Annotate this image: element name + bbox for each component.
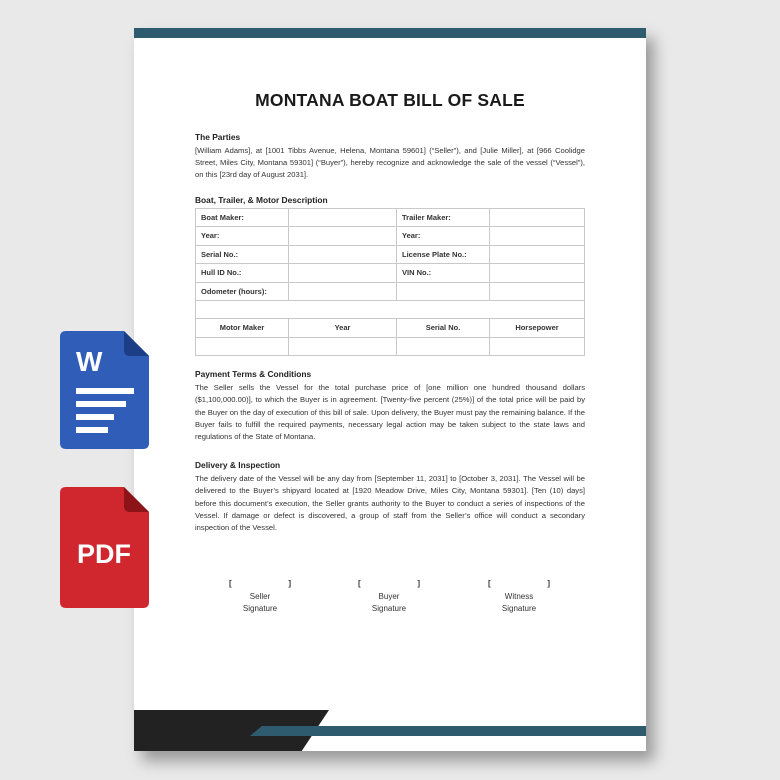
delivery-heading: Delivery & Inspection — [195, 460, 281, 471]
cell-label: Trailer Maker: — [397, 208, 490, 227]
payment-text: The Seller sells the Vessel for the total purchase price of [one million one hundred thousand dollars ($1,100,000.00)], to which the Buyer is in agreement. [Twenty-five percent (25%)] of the total price will be paid by the Buyer on the day of execution of this bill of sale. Upon delivery, the Buyer must pay the remaining balance. If the Buyer fails to fulfill the required payments, necessary legal action may be taken subject to the state laws and regulations of the State of Montana. — [195, 383, 585, 441]
signature-role: Witness — [504, 592, 534, 601]
cell-label: Hull ID No.: — [196, 264, 289, 283]
signature-label: Signature — [501, 604, 537, 613]
cell-value[interactable] — [289, 208, 397, 227]
top-accent-bar — [134, 28, 646, 38]
pdf-file-icon[interactable] — [60, 487, 149, 608]
buyer-signature — [344, 579, 434, 615]
cell-label — [397, 282, 490, 301]
cell-value[interactable] — [289, 282, 397, 301]
motor-header: Serial No. — [397, 319, 490, 338]
table-row — [196, 264, 585, 283]
parties-heading: The Parties — [195, 132, 241, 142]
bottom-accent-bar — [250, 726, 646, 736]
cell-label: License Plate No.: — [397, 245, 490, 264]
cell-label: Serial No.: — [196, 245, 289, 264]
document-page — [134, 28, 646, 751]
bracket-open: [ — [358, 579, 361, 588]
table-row — [196, 208, 585, 227]
signature-label: Signature — [371, 604, 407, 613]
signature-role: Seller — [249, 592, 271, 601]
payment-heading: Payment Terms & Conditions — [195, 369, 312, 380]
word-letter: W — [76, 346, 103, 377]
cell-value[interactable] — [490, 337, 585, 356]
delivery-text: The delivery date of the Vessel will be any day from [September 11, 2031] to [October 3, 2031]. The Vessel will be delivered to the Buyer’s shipyard located at [1920 Meadow Drive, Miles City, Montana 59301]. [Ten (10) days] before this document’s execution, the Seller grants authority to the Buyer to conduct a series of inspections of the Vessel. If damage or defect is discovered, a group of staff from the Seller’s office will conduct a secondary inspection of the Vessel. — [195, 474, 585, 532]
cell-blank — [196, 301, 585, 319]
parties-text: [William Adams], at [1001 Tibbs Avenue, Helena, Montana 59601] (“Seller”), and [Julie Miller], at [966 Coolidge Street, Miles City, Montana 59301] (“Buyer”), hereby recognize and acknowledge the sale of the vessel (“Vessel”), on this [23rd day of August 2031]. — [195, 146, 585, 180]
table-row — [196, 245, 585, 264]
table-row — [196, 227, 585, 246]
cell-value[interactable] — [196, 337, 289, 356]
cell-value[interactable] — [289, 337, 397, 356]
cell-value[interactable] — [490, 264, 585, 283]
table-row — [196, 301, 585, 319]
table-row — [196, 337, 585, 356]
motor-header: Motor Maker — [196, 319, 289, 338]
seller-signature — [215, 579, 305, 615]
bracket-open: [ — [229, 579, 232, 588]
cell-label: Year: — [397, 227, 490, 246]
bracket-open: [ — [488, 579, 491, 588]
description-table — [195, 208, 585, 357]
table-row — [196, 319, 585, 338]
cell-label: Boat Maker: — [196, 208, 289, 227]
cell-value[interactable] — [289, 264, 397, 283]
cell-value[interactable] — [490, 208, 585, 227]
cell-value[interactable] — [490, 282, 585, 301]
document-title: MONTANA BOAT BILL OF SALE — [255, 90, 525, 110]
witness-signature — [474, 579, 564, 615]
bracket-close: ] — [417, 579, 420, 588]
cell-value[interactable] — [490, 245, 585, 264]
cell-value[interactable] — [490, 227, 585, 246]
signature-label: Signature — [242, 604, 278, 613]
cell-value[interactable] — [397, 337, 490, 356]
document-content — [195, 132, 585, 534]
cell-label: Odometer (hours): — [196, 282, 289, 301]
word-file-icon[interactable] — [60, 331, 149, 449]
bracket-close: ] — [288, 579, 291, 588]
signature-area — [134, 579, 646, 619]
description-heading: Boat, Trailer, & Motor Description — [195, 194, 328, 205]
cell-label: VIN No.: — [397, 264, 490, 283]
motor-header: Year — [289, 319, 397, 338]
cell-value[interactable] — [289, 245, 397, 264]
cell-label: Year: — [196, 227, 289, 246]
table-row — [196, 282, 585, 301]
pdf-label: PDF — [77, 539, 131, 569]
motor-header: Horsepower — [490, 319, 585, 338]
cell-value[interactable] — [289, 227, 397, 246]
bracket-close: ] — [547, 579, 550, 588]
signature-role: Buyer — [378, 592, 400, 601]
